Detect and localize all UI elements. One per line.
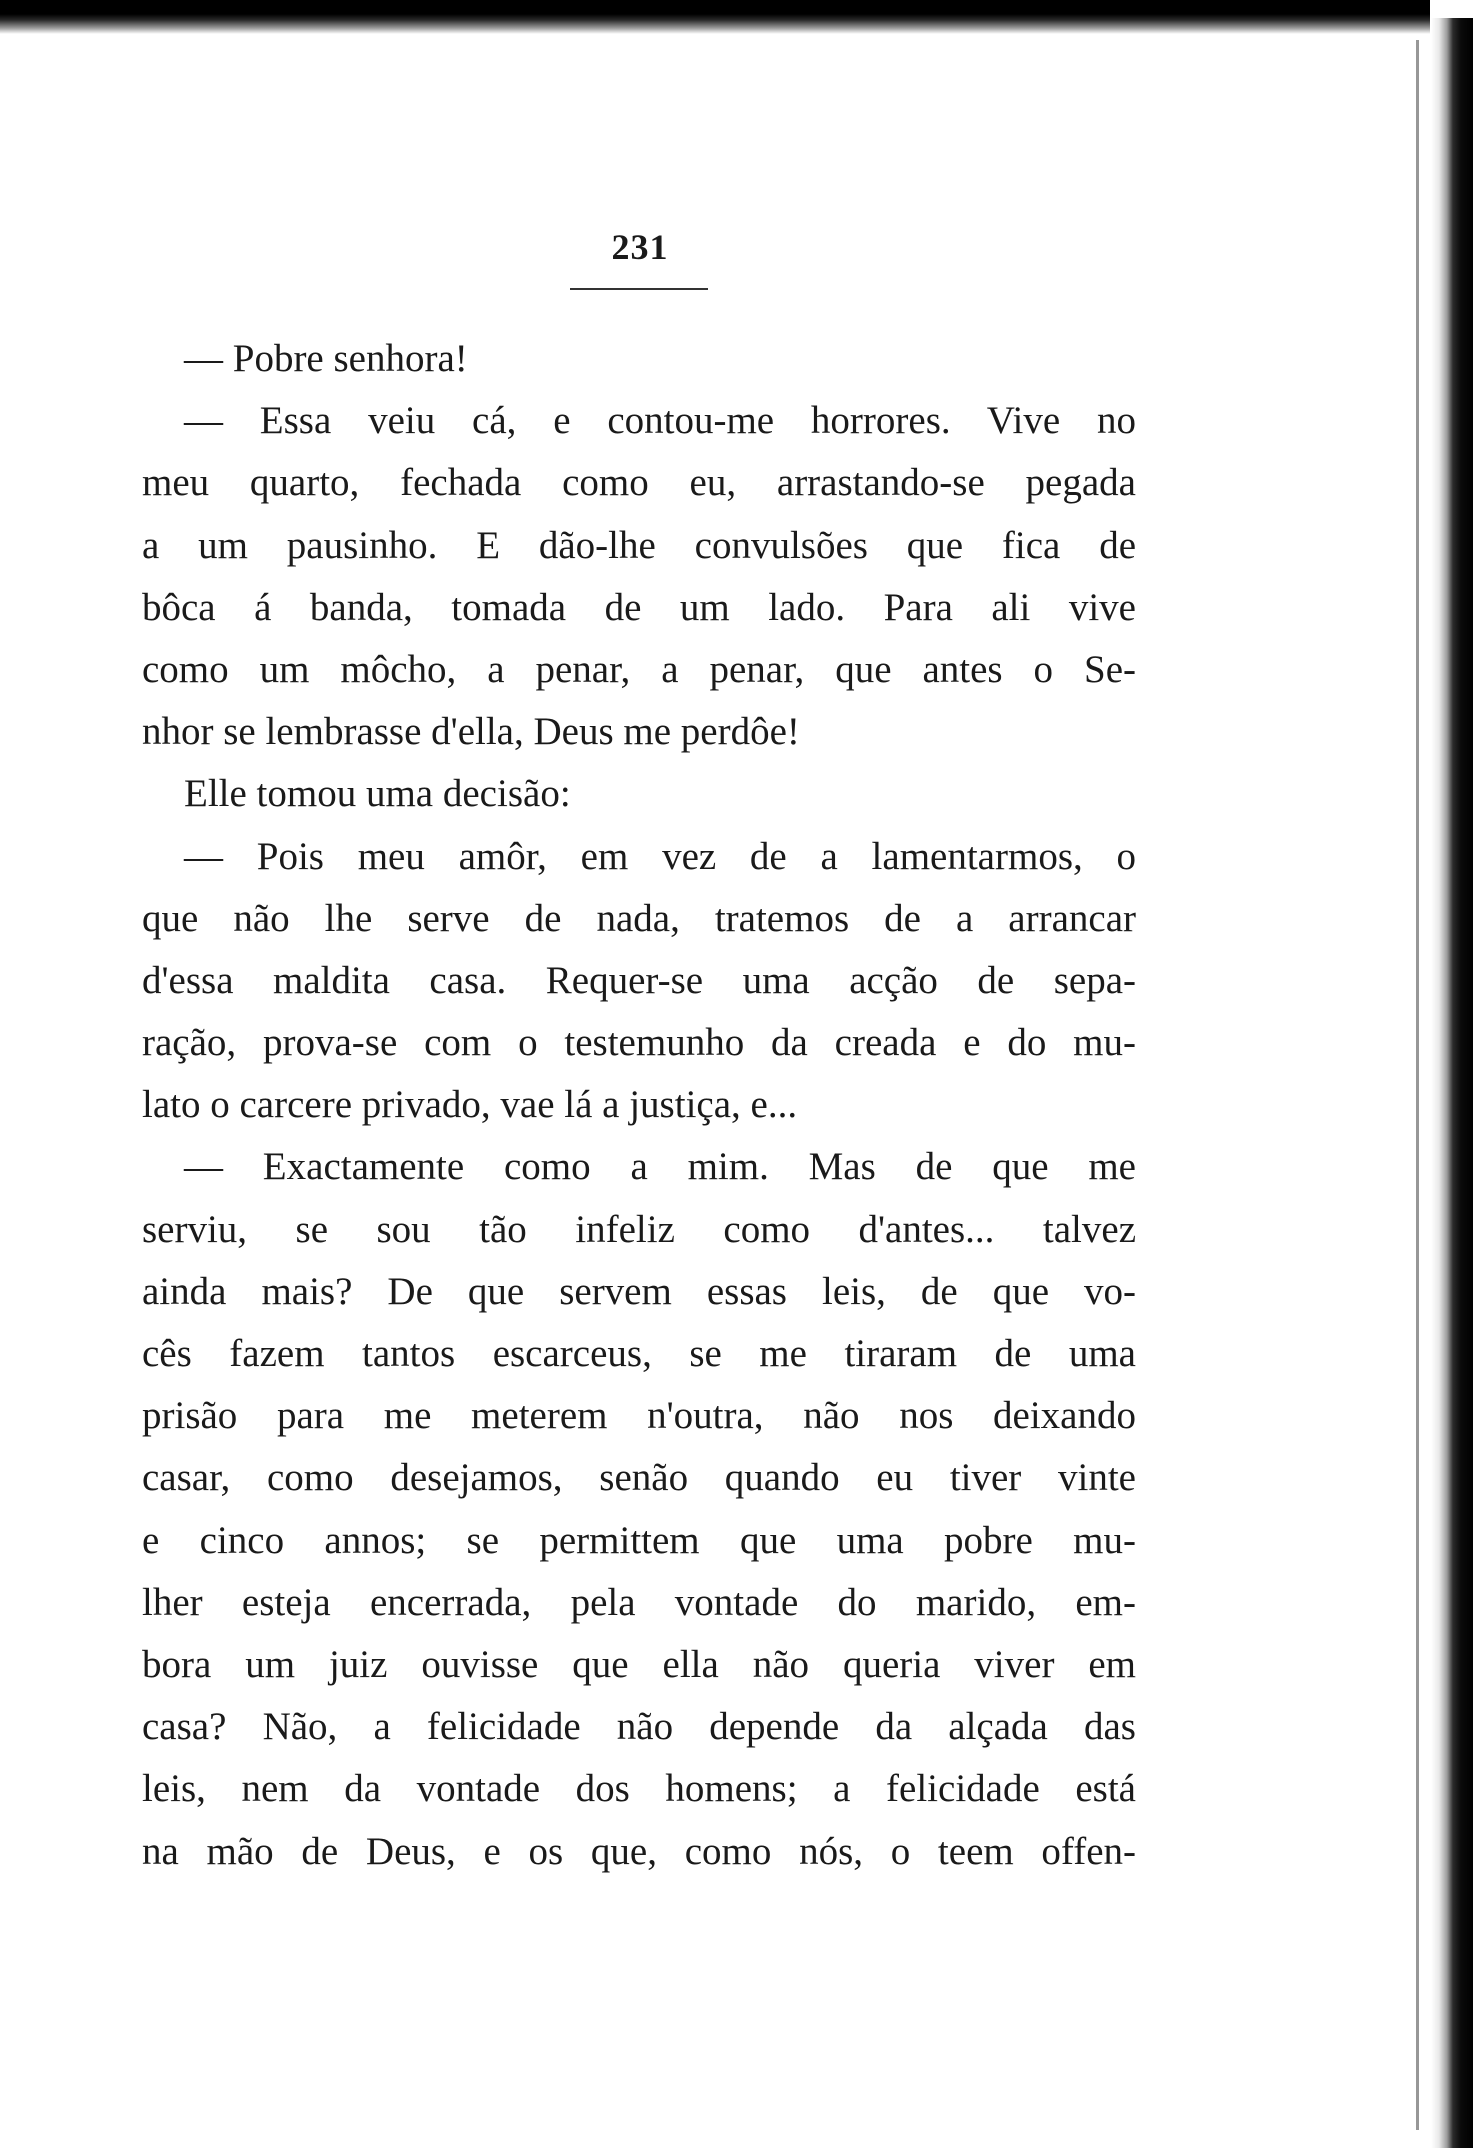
text-line: d'essa maldita casa. Requer-se uma acção de sepa- — [142, 958, 1136, 1002]
text-line: que não lhe serve de nada, tratemos de a arrancar — [142, 896, 1136, 940]
text-line: meu quarto, fechada como eu, arrastando-se pegada — [142, 461, 1136, 505]
text-line: Elle tomou uma decisão: — [184, 772, 571, 816]
text-line: nhor se lembrasse d'ella, Deus me perdôe! — [142, 710, 800, 754]
text-line: e cinco annos; se permittem que uma pobre mu- — [142, 1518, 1136, 1562]
text-line: — Pois meu amôr, em vez de a lamentarmos, o — [184, 834, 1136, 878]
text-line: — Exactamente como a mim. Mas de que me — [184, 1145, 1136, 1189]
text-line: lato o carcere privado, vae lá a justiça, e... — [142, 1083, 798, 1127]
text-line: ração, prova-se com o testemunho da creada e do mu- — [142, 1021, 1136, 1065]
body-text — [142, 328, 1136, 1883]
header-rule — [570, 288, 708, 290]
text-line: prisão para me meterem n'outra, não nos deixando — [142, 1394, 1136, 1438]
text-line: bora um juiz ouvisse que ella não queria viver em — [142, 1642, 1136, 1686]
text-line: como um môcho, a penar, a penar, que antes o Se- — [142, 647, 1136, 691]
page-number: 231 — [611, 227, 669, 267]
text-line: bôca á banda, tomada de um lado. Para ali vive — [142, 585, 1136, 629]
text-line: a um pausinho. E dão-lhe convulsões que fica de — [142, 523, 1136, 567]
text-line: cês fazem tantos escarceus, se me tiraram de uma — [142, 1332, 1136, 1375]
scan-binding-edge — [1431, 18, 1473, 2148]
text-line: casar, como desejamos, senão quando eu tiver vinte — [142, 1456, 1136, 1500]
scan-top-edge — [0, 0, 1430, 34]
text-line: lher esteja encerrada, pela vontade do marido, em- — [142, 1580, 1136, 1624]
text-line: casa? Não, a felicidade não depende da alçada das — [142, 1705, 1136, 1749]
text-line: na mão de Deus, e os que, como nós, o teem offen- — [142, 1829, 1136, 1873]
text-line: leis, nem da vontade dos homens; a felicidade está — [142, 1767, 1136, 1811]
text-line: ainda mais? De que servem essas leis, de que vo- — [142, 1269, 1136, 1313]
text-line: — Pobre senhora! — [184, 337, 468, 380]
text-line: serviu, se sou tão infeliz como d'antes... talvez — [142, 1207, 1136, 1251]
scan-binding-shadow — [1416, 40, 1419, 2130]
text-line: — Essa veiu cá, e contou-me horrores. Vive no — [184, 399, 1136, 443]
